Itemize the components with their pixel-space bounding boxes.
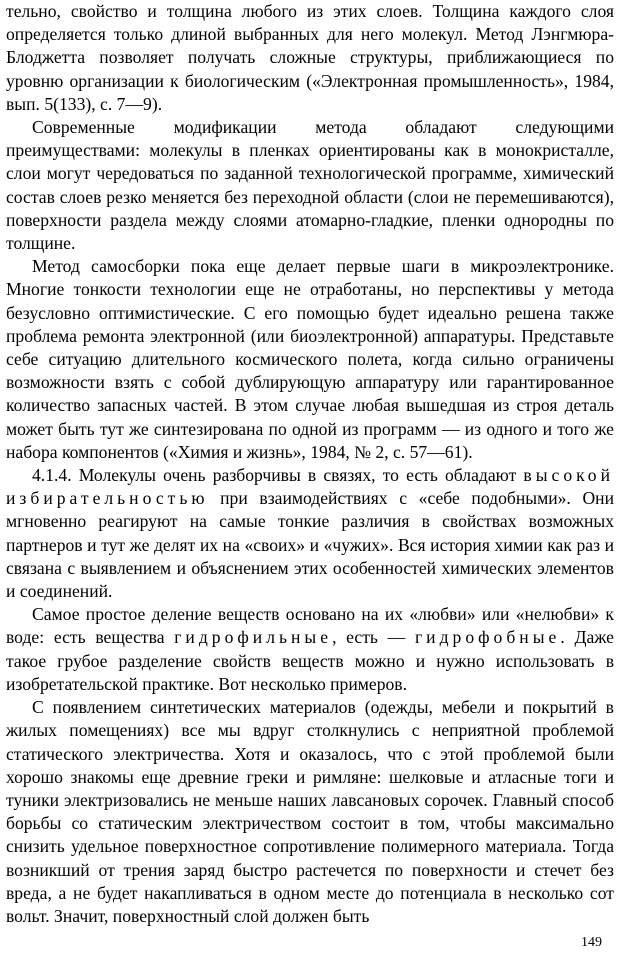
paragraph-hydrophilic-middle: , есть — [332, 627, 415, 648]
spaced-emphasis-hydrophobic: гидрофобные [414, 627, 561, 648]
paragraph-self-assembly: Метод самосборки пока еще делает первые шаги в микроэлектронике. Многие тонкости технологии еще не отработаны, но перспективы у метода безусловно оптимистические. С его помощью будет идеально решена также проблема ремонта электронной (или биоэлектронной) аппаратуры. Представьте себе ситуацию длительного космического полета, когда сильно ограничены возможности взять с собой дублирующую аппаратуру или гарантированное количество запасных частей. В этом случае любая вышедшая из строя деталь может быть тут же синтезирована по одной из программ — из одного и того же набора компонентов («Химия и жизнь», 1984, № 2, с. 57—61). [6, 256, 614, 462]
paragraph-static-electricity: С появлением синтетических материалов (одежды, мебели и покрытий в жилых помещениях) все мы вдруг столкнулись с неприятной проблемой статического электричества. Хотя и оказалось, что с этой проблемой были хорошо знакомы еще древние греки и римляне: шелковые и атласные тоги и туники электризовались не меньше наших лавсановых сорочек. Главный способ борьбы со статическим электричеством состоит в том, чтобы максимально снизить удельное поверхностное сопротивление полимерного материала. Тогда возникший от трения заряд быстро растечется по поверхности и стечет без вреда, а не будет накапливаться в одном месте до потенциала в несколько сот вольт. Значит, поверхностный слой должен быть [6, 697, 614, 926]
spaced-emphasis-hydrophilic: гидрофильные [174, 627, 333, 648]
paragraph-method-advantages: Современные модификации метода обладают следующими преимуществами: молекулы в пленках ориентированы как в монокристалле, слои могут чередоваться по заданной технологической программе, химический состав слоев резко меняется без переходной области (слои не перемешиваются), поверхности раздела между слоями атомарно-гладкие, пленки однородны по толщине. [6, 117, 614, 254]
book-page-text [6, 0, 614, 928]
paragraph-4-1-4-before: 4.1.4. Молекулы очень разборчивы в связях, то есть обладают [32, 465, 524, 486]
paragraph-hydrophilic [6, 603, 614, 696]
paragraph-4-1-4 [6, 464, 614, 603]
spaced-emphasis-selectivity: высокой избирательностью [6, 465, 614, 509]
paragraph-4-1-4-after: при взаимодействиях с «себе подобными». Они мгновенно реагируют на самые тонкие различия в свойствах возможных партнеров и тут же делят их на «своих» и «чужих». Вся история химии как раз и связана с выявлением и объяснением этих особенностей химических элементов и соединений. [6, 488, 614, 602]
paragraph-continuation: тельно, свойство и толщина любого из этих слоев. Толщина каждого слоя определяется только длиной выбранных для него молекул. Метод Лэнгмюра-Блоджетта позволяет получать сложные структуры, приближающиеся по уровню организации к биологическим («Электронная промышленность», 1984, вып. 5(133), с. 7—9). [6, 1, 614, 114]
paragraph-hydrophilic-before: Самое простое деление веществ основано на их «любви» или «нелюбви» к воде: есть вещества [6, 604, 614, 648]
page-number: 149 [581, 935, 602, 950]
paragraph-hydrophilic-after: . Даже такое грубое разделение свойств веществ можно и нужно использовать в изобретательской практике. Вот несколько примеров. [6, 627, 614, 694]
